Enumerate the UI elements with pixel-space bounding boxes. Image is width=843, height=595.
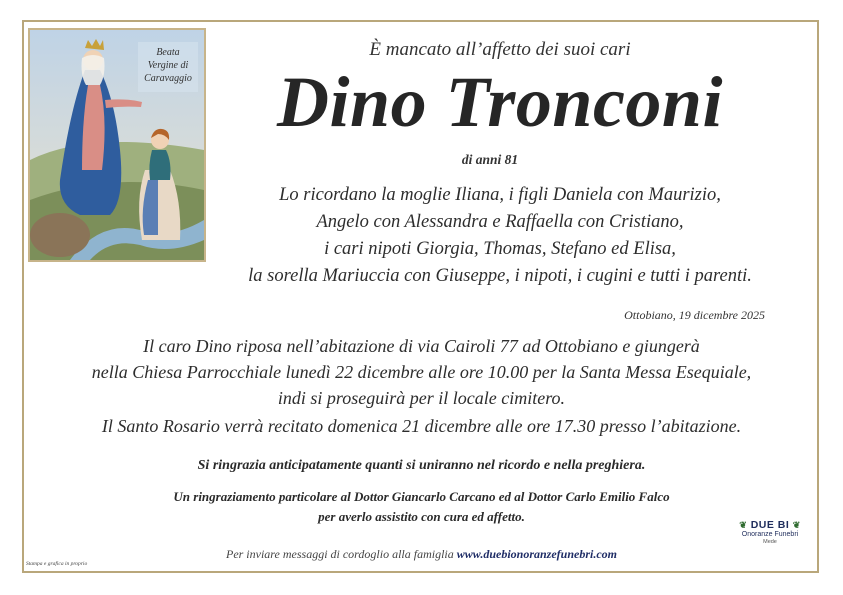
age-text: di anni 81 — [461, 152, 519, 167]
leaf-icon: ❦ — [792, 520, 801, 530]
caption-line-3: Caravaggio — [144, 73, 192, 84]
place-date: Ottobiano, 19 dicembre 2025 — [624, 308, 765, 322]
print-credit: Stampa e grafica in proprio — [26, 561, 88, 567]
website-link[interactable]: www.duebionoranzefunebri.com — [456, 547, 617, 561]
logo-city: Mede — [763, 538, 777, 545]
logo-title-row — [731, 519, 809, 531]
mourners-line-4: la sorella Mariuccia con Giuseppe, i nipoti, i cugini e tutti i parenti. — [248, 266, 752, 286]
funeral-home-logo — [731, 519, 809, 545]
caption-line-2: Vergine di — [147, 60, 189, 71]
intro-text: È mancato all’affetto dei suoi cari — [369, 39, 631, 60]
footer-text — [120, 547, 723, 562]
funeral-line-1: Il caro Dino riposa nell’abitazione di via Cairoli 77 ad Ottobiano e giungerà — [143, 336, 700, 356]
logo-title: DUE BI — [750, 519, 790, 531]
rosary-line: Il Santo Rosario verrà recitato domenica 21 dicembre alle ore 17.30 presso l’abitazione. — [101, 416, 742, 436]
mourners-line-3: i cari nipoti Giorgia, Thomas, Stefano ed Elisa, — [324, 239, 676, 259]
caption-line-1: Beata — [156, 47, 180, 58]
special-thanks-line-1: Un ringraziamento particolare al Dottor Giancarlo Carcano ed al Dottor Carlo Emilio Falco — [173, 489, 670, 504]
footer-message: Per inviare messaggi di cordoglio alla famiglia — [225, 547, 457, 561]
mourners-line-1: Lo ricordano la moglie Iliana, i figli Daniela con Maurizio, — [279, 185, 721, 205]
madonna-picture — [28, 28, 206, 262]
deceased-name: Dino Tronconi — [277, 62, 723, 142]
logo-subtitle: Onoranze Funebri — [741, 531, 799, 538]
mourners-line-2: Angelo con Alessandra e Raffaella con Cristiano, — [316, 212, 684, 232]
thanks-text: Si ringrazia anticipatamente quanti si uniranno nel ricordo e nella preghiera. — [197, 458, 646, 473]
special-thanks-line-2: per averlo assistito con cura ed affetto. — [318, 509, 525, 524]
leaf-icon: ❦ — [739, 520, 748, 530]
funeral-line-3: indi si proseguirà per il locale cimitero. — [277, 388, 566, 408]
funeral-line-2: nella Chiesa Parrocchiale lunedì 22 dicembre alle ore 10.00 per la Santa Messa Esequiale, — [91, 362, 752, 382]
